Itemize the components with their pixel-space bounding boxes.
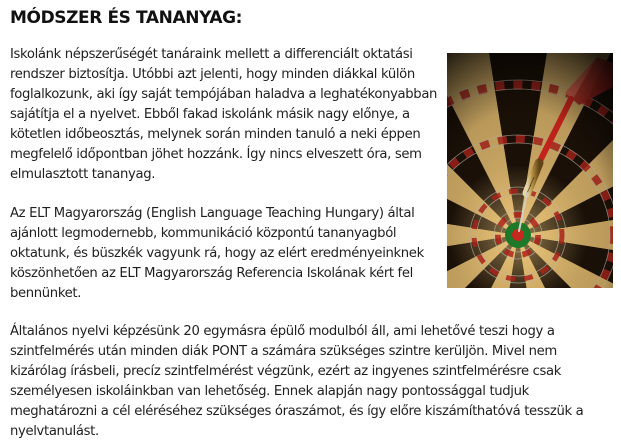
elt-paragraph: Az ELT Magyarország (English Language Teaching Hungary) által ajánlott legmodernebb, kommunikáció központú tananyagból oktatunk, és büszkék vagyunk rá, hogy az elért eredményeinknek köszönhetően az ELT Magyarország Referencia Iskolának kért fel bennünket. — [10, 206, 424, 301]
dartboard-photo — [447, 53, 613, 288]
intro-paragraph: Iskolánk népszerűségét tanáraink mellett a differenciált oktatási rendszer biztosítja. Utóbbi azt jelenti, hogy minden diákkal külön foglalkozunk, aki így saját tempójában haladva a leghatékonyabban sajátítja el a nyelvet. Ebből fakad iskolánk másik nagy előnye, a kötetlen időbeosztás, melynek során minden tanuló a neki éppen megfelelő időpontban jöhet hozzánk. Így nincs elveszett óra, sem elmulasztott tananyag. — [10, 47, 438, 182]
section-title: MÓDSZER ÉS TANANYAG: — [10, 8, 243, 28]
course-paragraph: Általános nyelvi képzésünk 20 egymásra épülő modulból áll, ami lehetővé teszi hogy a szintfelmérés után minden diák PONT a számára szükséges szintre kerüljön. Mivel nem kizárólag írásbeli, precíz szintfelmérést végzünk, ezért az ingyenes szintfelmérésre csak személyesen iskoláinkban van lehetőség. Ennek alapján nagy pontossággal tudjuk meghatározni a cél eléréséhez szükséges óraszámot, és így előre kiszámíthatóvá tesszük a nyelvtanulást. — [10, 324, 584, 439]
dartboard-bullseye-icon — [447, 53, 613, 288]
